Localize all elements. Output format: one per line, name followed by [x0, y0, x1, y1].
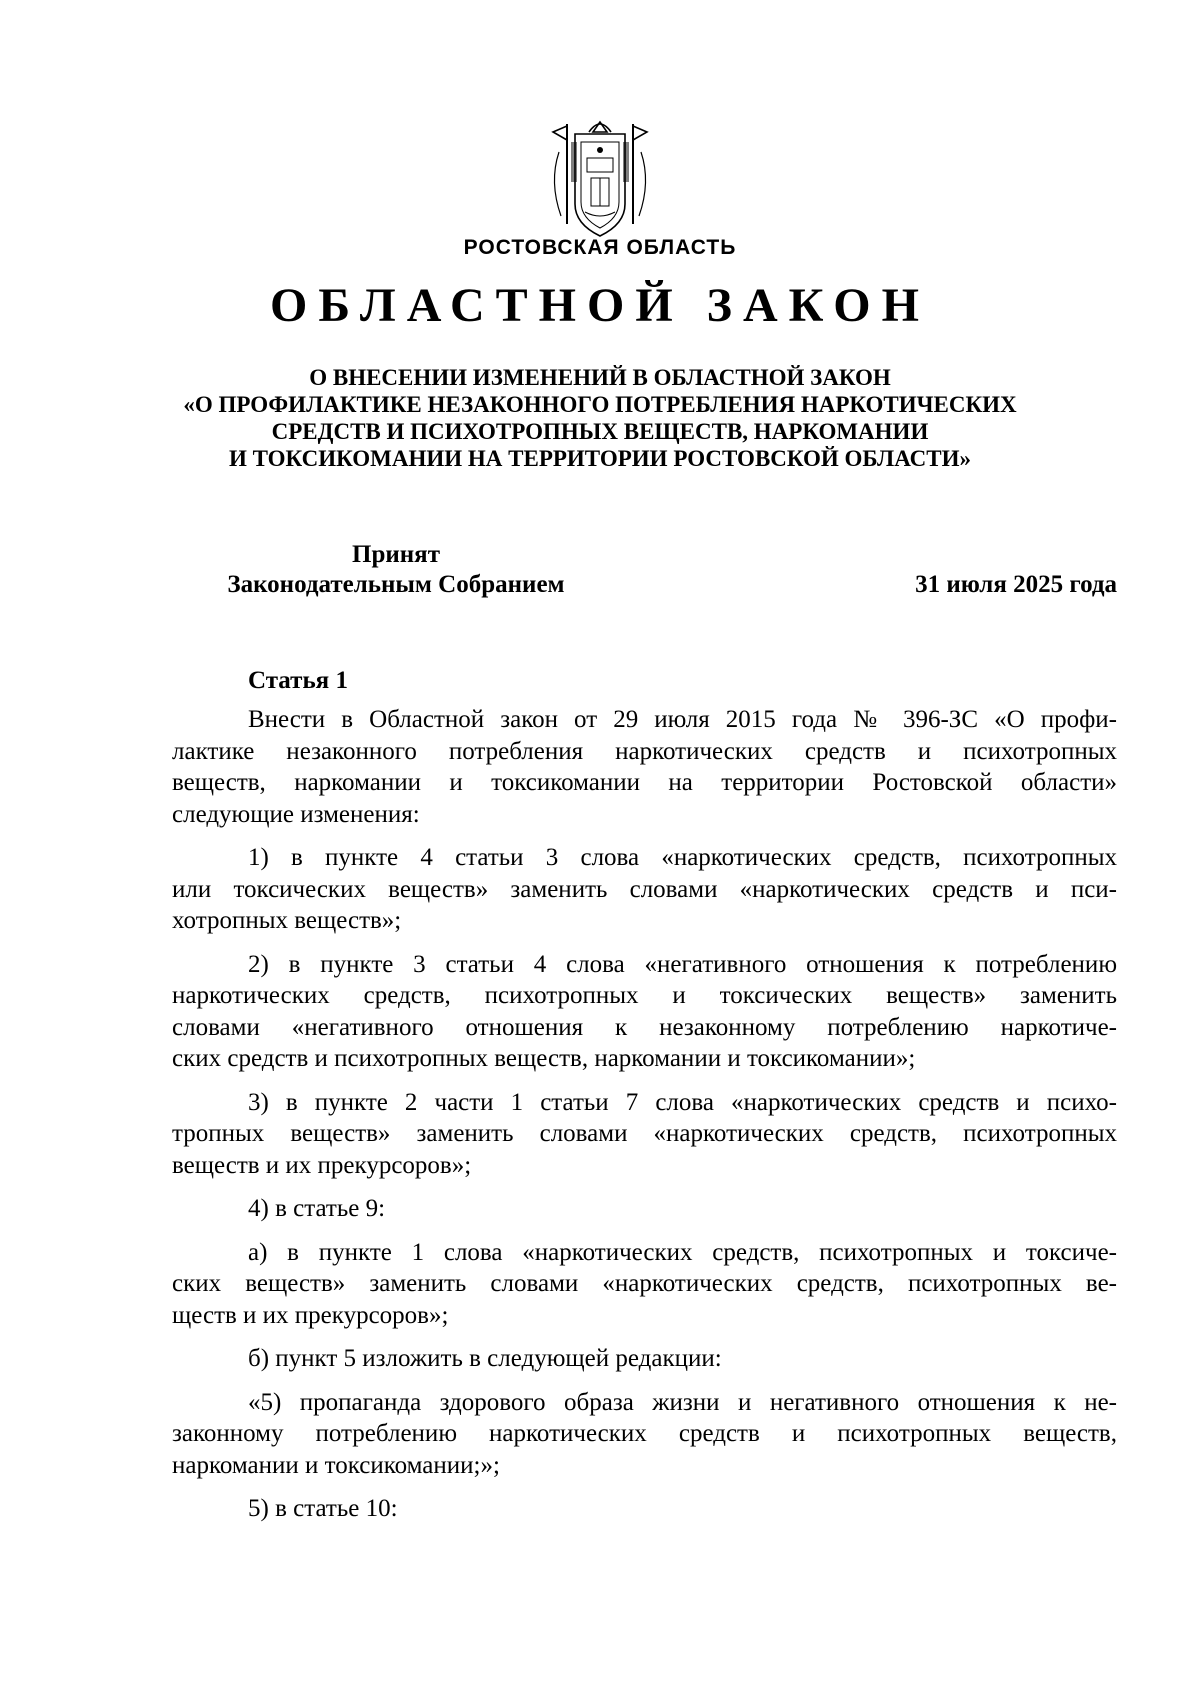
law-title-line: СРЕДСТВ И ПСИХОТРОПНЫХ ВЕЩЕСТВ, НАРКОМАНИИ	[271, 419, 929, 444]
paragraph-line: 1) в пункте 4 статьи 3 слова «наркотических средств, психотропных	[248, 844, 1117, 871]
adoption-date: 31 июля 2025 года	[915, 571, 1117, 598]
paragraph-line: 4) в статье 9:	[248, 1195, 386, 1222]
paragraph-line: лактике незаконного потребления наркотических средств и психотропных	[172, 737, 1117, 765]
law-title-line: «О ПРОФИЛАКТИКЕ НЕЗАКОННОГО ПОТРЕБЛЕНИЯ НАРКОТИЧЕСКИХ	[183, 392, 1017, 417]
paragraph-line: «5) пропаганда здорового образа жизни и негативного отношения к не-	[248, 1388, 1117, 1416]
article-paragraph	[172, 949, 1117, 1075]
paragraph-line: хотропных веществ»;	[172, 907, 402, 934]
law-title	[0, 364, 1200, 472]
article-body	[172, 704, 1117, 1537]
paragraph-line: ских веществ» заменить словами «наркотических средств, психотропных ве-	[172, 1270, 1117, 1297]
law-type-title: ОБЛАСТНОЙ ЗАКОН	[270, 279, 930, 332]
adoption-line-accepted: Принят	[352, 541, 440, 568]
paragraph-line: Внести в Областной закон от 29 июля 2015 года № 396-ЗС «О профи-	[248, 706, 1117, 733]
paragraph-line: наркотических средств, психотропных и токсических веществ» заменить	[172, 982, 1117, 1009]
paragraph-line: веществ, наркомании и токсикомании на территории Ростовской области»	[172, 769, 1117, 796]
article-paragraph	[172, 1343, 1117, 1375]
paragraph-line: или токсических веществ» заменить словами «наркотических средств и пси-	[172, 875, 1117, 903]
paragraph-line: тропных веществ» заменить словами «наркотических средств, психотропных	[172, 1120, 1117, 1147]
law-title-line: О ВНЕСЕНИИ ИЗМЕНЕНИЙ В ОБЛАСТНОЙ ЗАКОН	[309, 365, 891, 390]
article-paragraph	[172, 704, 1117, 830]
article-paragraph	[172, 842, 1117, 937]
paragraph-line: 5) в статье 10:	[248, 1495, 398, 1522]
law-title-line: И ТОКСИКОМАНИИ НА ТЕРРИТОРИИ РОСТОВСКОЙ ОБЛАСТИ»	[228, 446, 971, 471]
coat-of-arms-emblem	[545, 112, 655, 242]
article-paragraph	[172, 1387, 1117, 1482]
paragraph-line: веществ и их прекурсоров»;	[172, 1151, 472, 1179]
adoption-line-assembly: Законодательным Собранием	[227, 571, 565, 598]
paragraph-line: б) пункт 5 изложить в следующей редакции:	[248, 1345, 722, 1372]
adoption-statement	[176, 540, 616, 600]
article-paragraph	[172, 1237, 1117, 1332]
article-paragraph	[172, 1193, 1117, 1225]
paragraph-line: ществ и их прекурсоров»;	[172, 1301, 449, 1329]
paragraph-line: 3) в пункте 2 части 1 статьи 7 слова «наркотических средств и психо-	[248, 1088, 1117, 1116]
paragraph-line: а) в пункте 1 слова «наркотических средств, психотропных и токсиче-	[248, 1238, 1117, 1266]
paragraph-line: ских средств и психотропных веществ, наркомании и токсикомании»;	[172, 1045, 916, 1072]
article-heading: Статья 1	[248, 667, 348, 694]
paragraph-line: словами «негативного отношения к незаконному потреблению наркотиче-	[172, 1013, 1117, 1041]
paragraph-line: следующие изменения:	[172, 800, 420, 828]
paragraph-line: наркомании и токсикомании;»;	[172, 1451, 500, 1479]
paragraph-line: 2) в пункте 3 статьи 4 слова «негативного отношения к потреблению	[248, 950, 1117, 978]
paragraph-line: законному потреблению наркотических средств и психотропных веществ,	[172, 1420, 1117, 1447]
article-paragraph	[172, 1087, 1117, 1182]
article-paragraph	[172, 1493, 1117, 1525]
region-name: РОСТОВСКАЯ ОБЛАСТЬ	[463, 236, 737, 259]
